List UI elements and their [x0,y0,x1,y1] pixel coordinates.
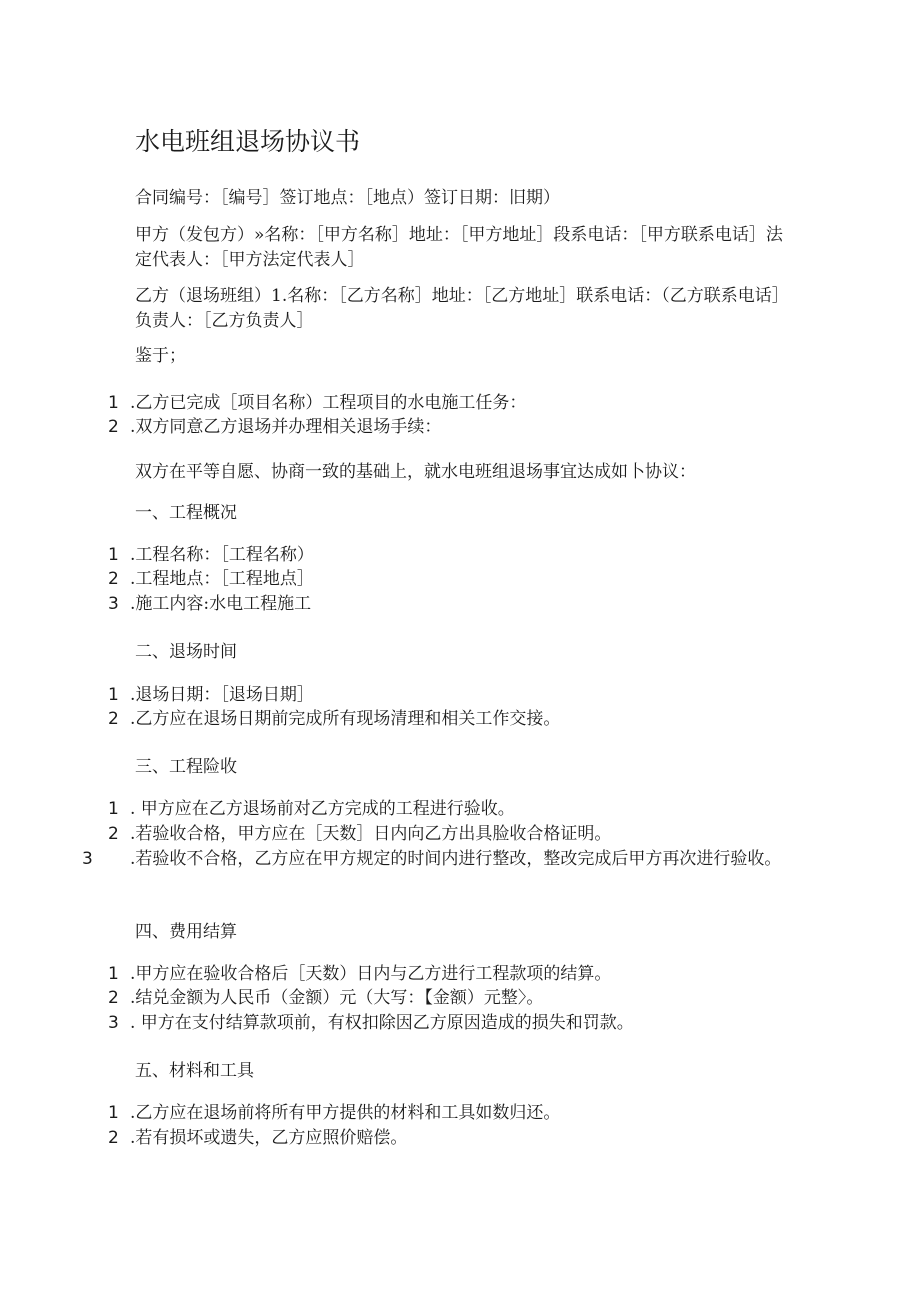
item-text: .若验收合格，甲方应在［天数］日内向乙方出具脸收合格证明。 [130,824,612,844]
section-item [108,797,788,822]
item-text: .乙方应在退场日期前完成所有现场清理和相关工作交接。 [130,709,561,729]
item-number: 1 [108,799,119,819]
section-item [108,822,788,847]
item-text: . 甲方应在乙方退场前对乙方完成的工程进行验收。 [130,799,515,819]
item-number: 2 [108,569,119,589]
section-item [108,567,788,592]
item-number: 3 [108,1013,119,1033]
item-number: 2 [108,1128,119,1148]
item-text: .结兑金额为人民币（金额）元（大写：【金额）元整〉。 [130,988,544,1008]
section-item [108,1101,788,1126]
section-item [108,962,788,987]
item-text: .若有损坏或遗失，乙方应照价赔偿。 [130,1128,408,1148]
item-number: 1 [108,393,119,413]
item-number: 1 [108,685,119,705]
party-a-info: 甲方（发包方）»名称：［甲方名称］地址：［甲方地址］段系电话：［甲方联系电话］法定代表人：［甲方法定代表人］ [135,225,783,270]
item-number: 2 [108,709,119,729]
agreement-intro: 双方在平等自愿、协商一致的基础上，就水电班组退场事宜达成如卜协议： [135,462,696,482]
item-number: 2 [108,988,119,1008]
contract-info-line: 合同编号：［编号］签订地点：［地点）签订日期：旧期） [135,188,560,208]
item-text: .双方同意乙方退场并办理相关退场手续： [130,417,442,437]
section-item [108,543,788,568]
section-item [108,707,788,732]
whereas-label: 鉴于； [135,346,186,366]
item-text: .施工内容:水电工程施工 [130,594,312,614]
section-item [108,986,788,1011]
document-title: 水电班组退场协议书 [135,127,361,156]
item-text: .乙方应在退场前将所有甲方提供的材料和工具如数归还。 [130,1103,561,1123]
section-heading: 一、工程概况 [135,503,237,523]
item-number: 2 [108,417,119,437]
item-number: 3 [82,849,93,869]
item-text: .工程地点：［工程地点］ [130,569,314,589]
section-item [82,847,794,872]
whereas-item [108,391,788,416]
section-heading: 五、材料和工具 [135,1061,254,1081]
section-item [108,1126,788,1151]
section-heading: 二、退场时间 [135,642,237,662]
section-heading: 三、工程险收 [135,757,237,777]
section-item [108,1011,788,1036]
party-b-info: 乙方（退场班组）1.名称：［乙方名称］地址：［乙方地址］联系电话：（乙方联系电话］负责人：［乙方负责人］ [135,286,781,331]
item-text: .甲方应在验收合格后［天数）日内与乙方进行工程款项的结算。 [130,964,612,984]
section-item [108,683,788,708]
item-number: 1 [108,1103,119,1123]
section-heading: 四、费用结算 [135,922,237,942]
whereas-item [108,415,788,440]
item-text: .若验收不合格，乙方应在甲方规定的时间内进行整改，整改完成后甲方再次进行验收。 [130,849,782,869]
item-number: 1 [108,545,119,565]
item-number: 2 [108,824,119,844]
item-text: . 甲方在支付结算款项前，有权扣除因乙方原因造成的损失和罚款。 [130,1013,634,1033]
item-text: .工程名称：［工程名称） [130,545,314,565]
item-number: 1 [108,964,119,984]
item-text: .乙方已完成［项目名称）工程项目的水电施工任务： [130,393,527,413]
item-text: .退场日期：［退场日期］ [130,685,314,705]
section-item [108,592,788,617]
item-number: 3 [108,594,119,614]
